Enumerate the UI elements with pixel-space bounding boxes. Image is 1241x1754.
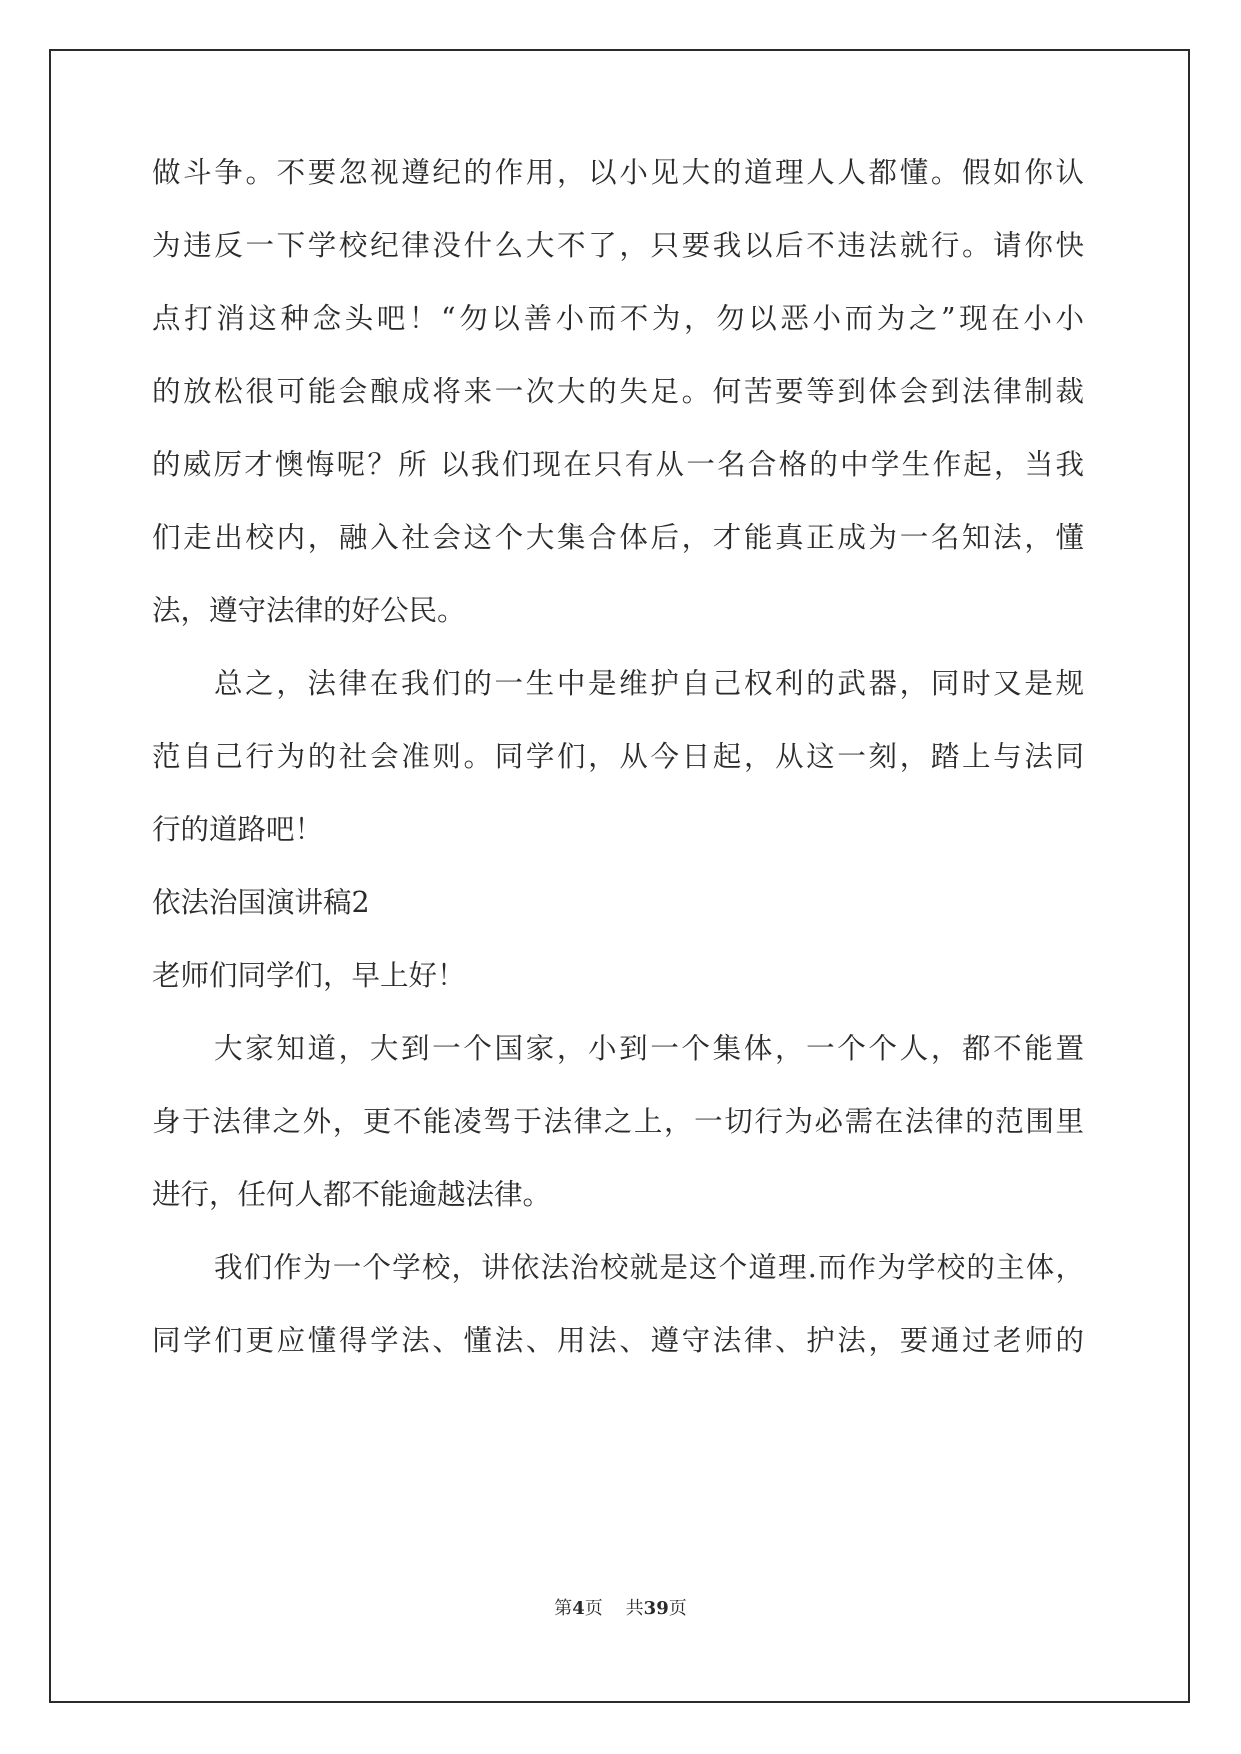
footer-page-prefix: 第 xyxy=(554,1598,573,1619)
paragraph-line: 们走出校内，融入社会这个大集合体后，才能真正成为一名知法，懂 xyxy=(152,521,1084,554)
page-border xyxy=(49,49,1190,1703)
paragraph-line: 法，遵守法律的好公民。 xyxy=(152,594,466,627)
paragraph-line: 做斗争。不要忽视遵纪的作用，以小见大的道理人人都懂。假如你认 xyxy=(152,156,1084,189)
footer-page-number: 4 xyxy=(572,1598,585,1619)
footer-total-suffix: 页 xyxy=(668,1598,687,1619)
paragraph-line: 进行，任何人都不能逾越法律。 xyxy=(152,1178,552,1211)
section-heading: 依法治国演讲稿2 xyxy=(152,886,370,919)
paragraph-line: 大家知道，大到一个国家，小到一个集体，一个个人，都不能置 xyxy=(214,1032,1084,1065)
paragraph-line: 为违反一下学校纪律没什么大不了，只要我以后不违法就行。请你快 xyxy=(152,229,1084,262)
footer-total-prefix: 共 xyxy=(625,1598,644,1619)
greeting-line: 老师们同学们，早上好！ xyxy=(152,959,466,992)
paragraph-line: 的威厉才懊悔呢？所 以我们现在只有从一名合格的中学生作起，当我 xyxy=(152,448,1084,481)
paragraph-line: 身于法律之外，更不能凌驾于法律之上，一切行为必需在法律的范围里 xyxy=(152,1105,1084,1138)
footer-page-suffix: 页 xyxy=(584,1598,603,1619)
paragraph-line: 我们作为一个学校，讲依法治校就是这个道理.而作为学校的主体， xyxy=(214,1251,1084,1284)
paragraph-line: 同学们更应懂得学法、懂法、用法、遵守法律、护法，要通过老师的 xyxy=(152,1324,1084,1357)
paragraph-line: 总之，法律在我们的一生中是维护自己权利的武器，同时又是规 xyxy=(214,667,1084,700)
page-footer xyxy=(0,1596,1241,1622)
paragraph-line: 范自己行为的社会准则。同学们，从今日起，从这一刻，踏上与法同 xyxy=(152,740,1084,773)
paragraph-line: 行的道路吧！ xyxy=(152,813,324,846)
paragraph-line: 的放松很可能会酿成将来一次大的失足。何苦要等到体会到法律制裁 xyxy=(152,375,1084,408)
paragraph-line: 点打消这种念头吧！“勿以善小而不为，勿以恶小而为之”现在小小 xyxy=(152,302,1084,335)
footer-total-pages: 39 xyxy=(643,1598,669,1619)
